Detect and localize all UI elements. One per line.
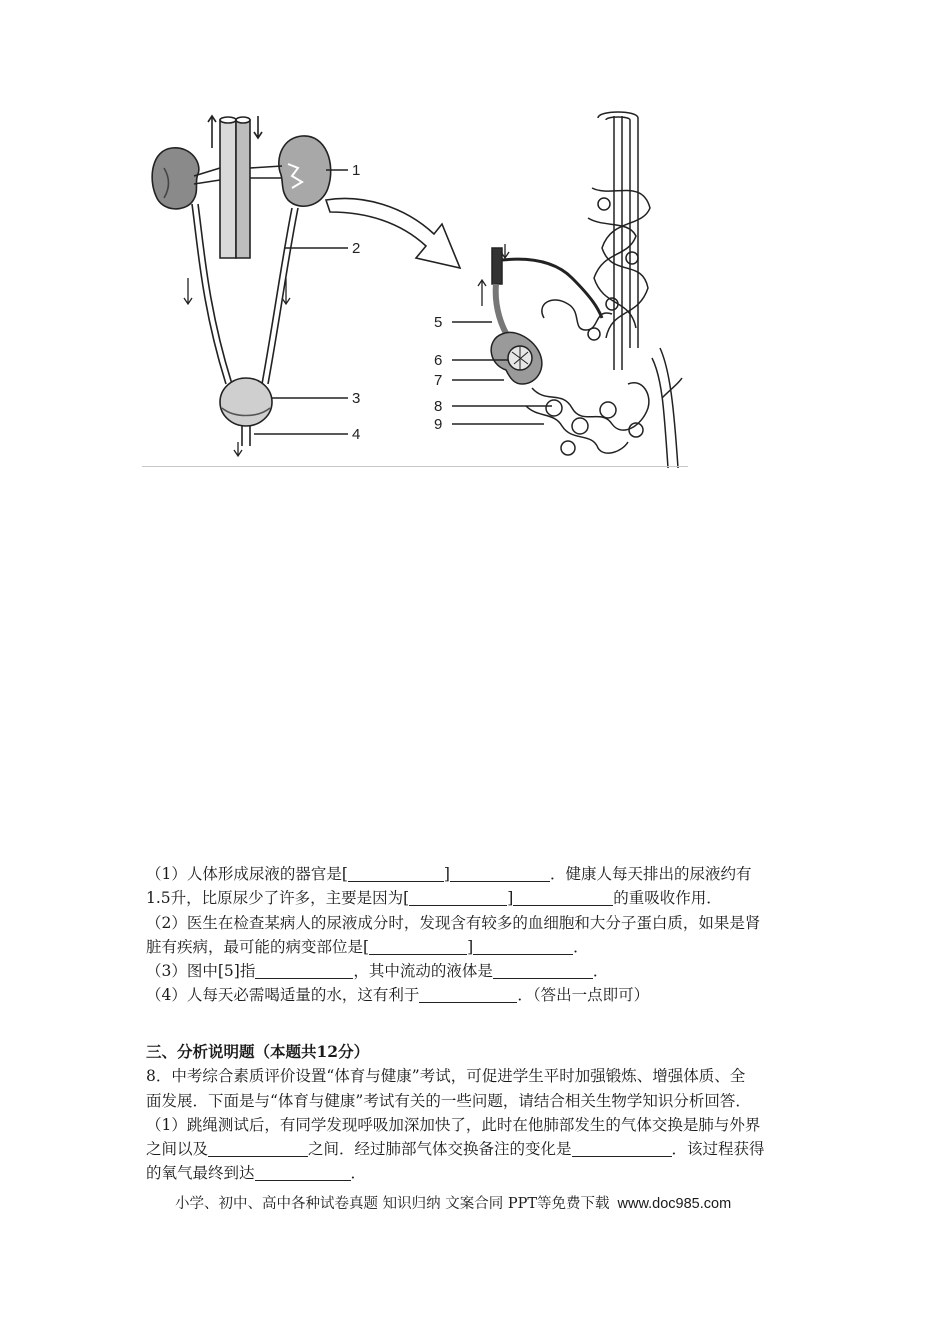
question-3: （3）图中[5]指 ，其中流动的液体是 ． — [146, 962, 609, 981]
section-3-heading: 三、分析说明题（本题共12分） — [146, 1042, 370, 1061]
answer-blank[interactable] — [572, 1140, 672, 1157]
answer-blank[interactable] — [255, 962, 353, 979]
urinary-system-diagram — [152, 116, 348, 456]
answer-blank[interactable] — [493, 962, 593, 979]
answer-blank[interactable] — [255, 1164, 351, 1181]
section-3-block — [146, 1040, 806, 1186]
answer-blank[interactable] — [208, 1140, 308, 1157]
answer-blank[interactable] — [450, 865, 550, 882]
question-8-line-1: 8．中考综合素质评价设置“体育与健康”考试，可促进学生平时加强锻炼、增强体质、全 — [146, 1067, 746, 1086]
question-1-line-1: （1）人体形成尿液的器官是[ ] ．健康人每天排出的尿液约有 — [146, 865, 752, 883]
figure-label-1: 1 — [352, 162, 361, 179]
figure-label-2: 2 — [352, 240, 361, 257]
question-8-sub-1-line-2: 之间以及 之间．经过肺部气体交换备注的变化是 ．该过程获得 — [146, 1140, 765, 1159]
questions-block — [146, 862, 806, 1008]
figure-label-4: 4 — [352, 426, 361, 443]
question-8-line-2: 面发展．下面是与“体育与健康”考试有关的一些问题，请结合相关生物学知识分析回答． — [146, 1091, 751, 1110]
figure-divider — [142, 466, 688, 467]
answer-blank[interactable] — [369, 938, 467, 955]
answer-blank[interactable] — [513, 889, 613, 906]
page-footer — [175, 1192, 731, 1213]
nephron-diagram — [452, 112, 682, 468]
question-4: （4）人每天必需喝适量的水，这有利于 ．（答出一点即可） — [146, 986, 650, 1005]
answer-blank[interactable] — [409, 889, 507, 906]
figure-label-6: 6 — [434, 352, 443, 369]
question-1-line-2: 1.5升，比原尿少了许多，主要是因为[ ] 的重吸收作用． — [146, 889, 722, 908]
answer-blank[interactable] — [473, 938, 573, 955]
question-2-line-1: （2）医生在检查某病人的尿液成分时，发现含有较多的血细胞和大分子蛋白质，如果是肾 — [146, 913, 761, 932]
urinary-system-figure — [142, 108, 688, 470]
answer-blank[interactable] — [419, 986, 517, 1003]
footer-url-link[interactable]: www.doc985.com — [617, 1196, 732, 1212]
footer-text: 小学、初中、高中各种试卷真题 知识归纳 文案合同 PPT等免费下载 — [175, 1196, 610, 1212]
answer-blank[interactable] — [348, 865, 444, 882]
figure-label-8: 8 — [434, 398, 443, 415]
figure-label-5: 5 — [434, 314, 443, 331]
question-8-sub-1-line-3: 的氧气最终到达 ． — [146, 1164, 367, 1183]
figure-label-7: 7 — [434, 372, 443, 389]
magnify-arrow — [326, 198, 460, 268]
figure-label-9: 9 — [434, 416, 443, 433]
question-2-line-2: 脏有疾病，最可能的病变部位是[ ] ． — [146, 937, 589, 956]
question-8-sub-1-line-1: （1）跳绳测试后，有同学发现呼吸加深加快了，此时在他肺部发生的气体交换是肺与外界 — [146, 1115, 761, 1134]
figure-label-3: 3 — [352, 390, 361, 407]
